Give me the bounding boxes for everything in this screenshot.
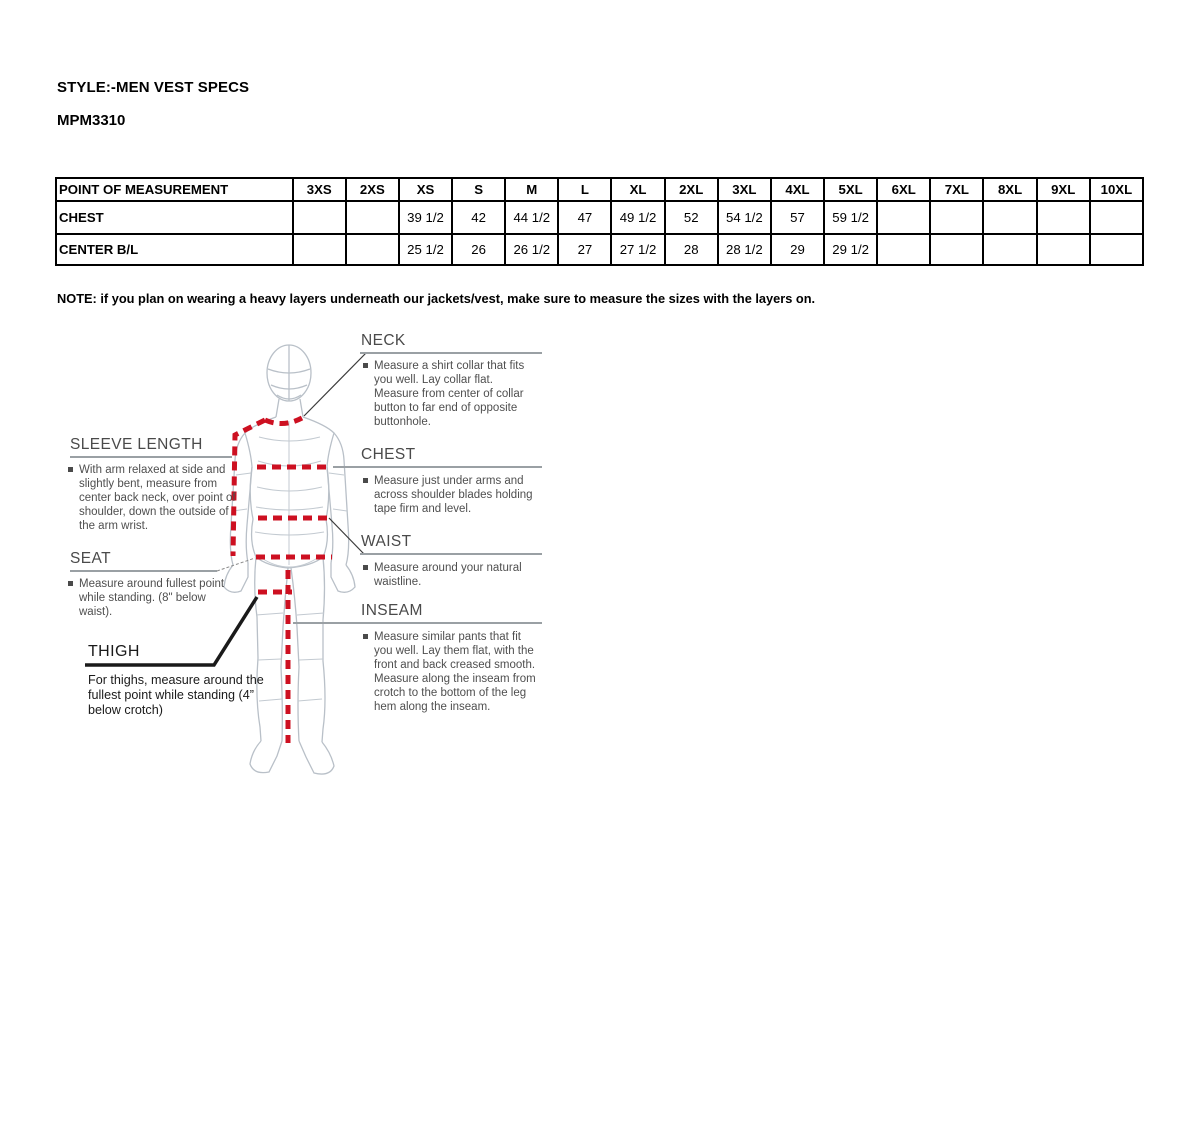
table-row-chest: [56, 201, 1143, 234]
chest-5xl: 59 1/2: [824, 201, 877, 234]
chest-xl: 49 1/2: [611, 201, 664, 234]
centerbl-m: 26 1/2: [505, 234, 558, 265]
measurement-diagram: [55, 325, 625, 805]
square-bullet-icon: [363, 478, 368, 483]
row-label-center-bl: CENTER B/L: [56, 234, 293, 265]
neck-description-text: Measure a shirt collar that fits you well. Lay collar flat. Measure from center of collar button to far end of opposite buttonhole.: [374, 360, 525, 429]
col-header-2xs: 2XS: [346, 178, 399, 201]
chest-10xl: [1090, 201, 1143, 234]
figure-wireframe-lines: [233, 421, 347, 701]
sleeve-length-description: [68, 463, 240, 533]
chest-2xs: [346, 201, 399, 234]
square-bullet-icon: [363, 363, 368, 368]
centerbl-7xl: [930, 234, 983, 265]
centerbl-3xl: 28 1/2: [718, 234, 771, 265]
chest-9xl: [1037, 201, 1090, 234]
col-header-5xl: 5XL: [824, 178, 877, 201]
centerbl-xs: 25 1/2: [399, 234, 452, 265]
thigh-description-text: For thighs, measure around the fullest point while standing (4” below crotch): [88, 673, 264, 717]
square-bullet-icon: [363, 634, 368, 639]
centerbl-8xl: [983, 234, 1036, 265]
col-header-4xl: 4XL: [771, 178, 824, 201]
col-header-2xl: 2XL: [665, 178, 718, 201]
chest-7xl: [930, 201, 983, 234]
centerbl-2xl: 28: [665, 234, 718, 265]
size-spec-table: [55, 177, 1144, 266]
square-bullet-icon: [68, 581, 73, 586]
waist-description-text: Measure around your natural waistline.: [374, 562, 522, 589]
col-header-pom: POINT OF MEASUREMENT: [56, 178, 293, 201]
chest-8xl: [983, 201, 1036, 234]
waist-leader-line: [329, 518, 364, 554]
seat-description: [68, 577, 226, 619]
square-bullet-icon: [363, 565, 368, 570]
table-header-row: [56, 178, 1143, 201]
chest-m: 44 1/2: [505, 201, 558, 234]
layers-note: NOTE: if you plan on wearing a heavy layers underneath our jackets/vest, make sure to measure the sizes with the layers on.: [57, 291, 816, 306]
col-header-6xl: 6XL: [877, 178, 930, 201]
centerbl-6xl: [877, 234, 930, 265]
body-figure: [55, 325, 625, 805]
sleeve-length-label: SLEEVE LENGTH: [70, 436, 203, 453]
centerbl-5xl: 29 1/2: [824, 234, 877, 265]
square-bullet-icon: [68, 467, 73, 472]
centerbl-9xl: [1037, 234, 1090, 265]
inseam-description: [363, 630, 541, 714]
seat-label: SEAT: [70, 550, 111, 567]
chest-l: 47: [558, 201, 611, 234]
col-header-8xl: 8XL: [983, 178, 1036, 201]
neck-label: NECK: [361, 332, 406, 349]
thigh-description: [88, 673, 270, 718]
chest-description-text: Measure just under arms and across shoulder blades holding tape firm and level.: [374, 475, 533, 516]
centerbl-l: 27: [558, 234, 611, 265]
col-header-10xl: 10XL: [1090, 178, 1143, 201]
col-header-3xs: 3XS: [293, 178, 346, 201]
col-header-7xl: 7XL: [930, 178, 983, 201]
chest-3xl: 54 1/2: [718, 201, 771, 234]
style-number: MPM3310: [57, 112, 126, 129]
seat-leader-line: [217, 558, 255, 571]
centerbl-10xl: [1090, 234, 1143, 265]
chest-3xs: [293, 201, 346, 234]
chest-s: 42: [452, 201, 505, 234]
inseam-label: INSEAM: [361, 602, 423, 619]
chest-label: CHEST: [361, 446, 416, 463]
chest-4xl: 57: [771, 201, 824, 234]
col-header-m: M: [505, 178, 558, 201]
thigh-label: THIGH: [88, 643, 140, 660]
col-header-l: L: [558, 178, 611, 201]
centerbl-s: 26: [452, 234, 505, 265]
waist-description: [363, 561, 531, 589]
table-row-center-bl: [56, 234, 1143, 265]
seat-description-text: Measure around fullest point while standing. (8" below waist).: [79, 578, 225, 619]
centerbl-xl: 27 1/2: [611, 234, 664, 265]
neck-leader-line: [304, 353, 366, 416]
col-header-s: S: [452, 178, 505, 201]
centerbl-4xl: 29: [771, 234, 824, 265]
neck-description: [363, 359, 531, 429]
inseam-description-text: Measure similar pants that fit you well. Lay them flat, with the front and back creased smooth. Measure along the inseam from crotch to the bottom of the leg hem along the inseam.: [374, 631, 536, 714]
row-label-chest: CHEST: [56, 201, 293, 234]
sleeve-length-description-text: With arm relaxed at side and slightly bent, measure from center back neck, over point of shoulder, down the outside of the arm wrist.: [79, 464, 236, 533]
col-header-xs: XS: [399, 178, 452, 201]
chest-xs: 39 1/2: [399, 201, 452, 234]
document-title: STYLE:-MEN VEST SPECS: [57, 79, 250, 96]
col-header-xl: XL: [611, 178, 664, 201]
chest-6xl: [877, 201, 930, 234]
centerbl-3xs: [293, 234, 346, 265]
centerbl-2xs: [346, 234, 399, 265]
chest-2xl: 52: [665, 201, 718, 234]
col-header-3xl: 3XL: [718, 178, 771, 201]
col-header-9xl: 9XL: [1037, 178, 1090, 201]
chest-description: [363, 474, 538, 516]
waist-label: WAIST: [361, 533, 412, 550]
